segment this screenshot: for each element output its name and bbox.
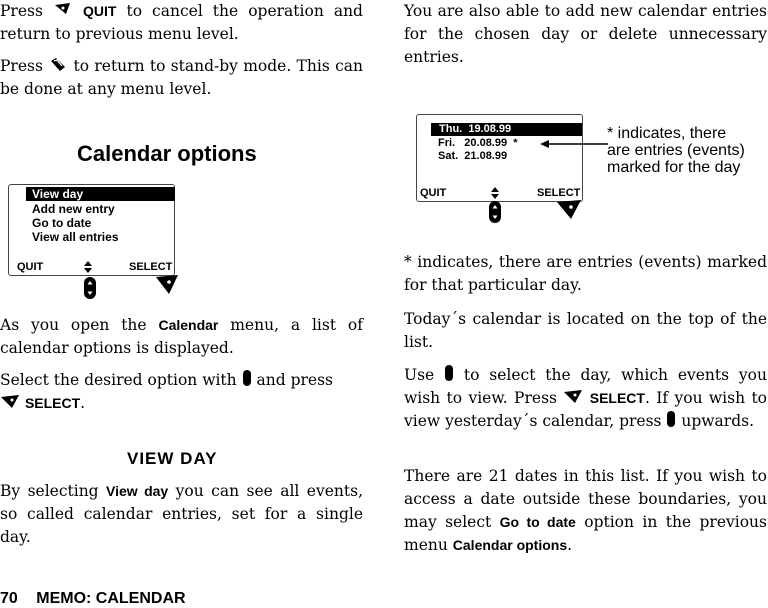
page-number: 70 xyxy=(0,590,18,607)
asterisk-paragraph: * indicates, there are entries (events) marked for that particular day. xyxy=(404,253,767,294)
callout-text: * indicates, there are entries (events) marked for the day xyxy=(607,125,745,176)
view-day-screen xyxy=(416,114,583,202)
quit-softkey-label: QUIT xyxy=(420,187,447,199)
date-range-paragraph: There are 21 dates in this list. If you wish to access a date outside these boundaries, you may select Go to date option in the previous menu Calendar options. xyxy=(404,467,767,554)
day-row-thu[interactable]: Thu. 19.08.99 xyxy=(431,123,582,136)
view-day-heading: VIEW DAY xyxy=(127,449,218,468)
today-paragraph: Today´s calendar is located on the top of the list. xyxy=(404,310,767,351)
end-key-icon xyxy=(48,57,68,73)
calendar-menu-paragraph: As you open the Calendar menu, a list of calendar options is displayed. xyxy=(0,316,363,357)
select-key-icon xyxy=(0,394,20,410)
quit-softkey-label: QUIT xyxy=(17,261,44,273)
scroll-key-icon xyxy=(666,410,676,428)
scroll-key-icon[interactable] xyxy=(83,276,97,300)
page-footer xyxy=(0,590,186,608)
select-key-icon[interactable] xyxy=(556,199,582,221)
menu-item-go-to-date[interactable]: Go to date xyxy=(32,216,92,230)
scroll-arrows-icon xyxy=(84,261,92,273)
select-key-icon xyxy=(563,389,583,405)
select-softkey-label: SELECT xyxy=(129,261,173,273)
end-key-instruction: Press to return to stand-by mode. This can be done at any menu level. xyxy=(0,57,363,98)
menu-item-add-new-entry[interactable]: Add new entry xyxy=(32,202,115,216)
section-title: MEMO: CALENDAR xyxy=(36,590,186,607)
menu-item-view-day[interactable]: View day xyxy=(26,187,175,201)
select-softkey-label: SELECT xyxy=(537,187,581,199)
scroll-key-icon xyxy=(242,369,252,387)
select-day-paragraph: Use to select the day, which events you wish to view. Press SELECT. If you wish to view yesterday´s calendar, press upwards. xyxy=(404,366,767,430)
scroll-key-icon[interactable] xyxy=(488,200,502,224)
scroll-arrows-icon xyxy=(491,187,499,199)
scroll-key-icon xyxy=(444,364,454,382)
page-title: Calendar options xyxy=(77,141,257,166)
quit-key-icon xyxy=(53,2,73,18)
day-row-sat[interactable]: Sat. 21.08.99 xyxy=(438,150,508,162)
quit-instruction: Press QUIT to cancel the operation and return to previous menu level. xyxy=(0,2,363,43)
select-option-paragraph: Select the desired option with and press SELECT. xyxy=(0,371,333,412)
menu-item-view-all-entries[interactable]: View all entries xyxy=(32,230,119,244)
view-day-paragraph: By selecting View day you can see all events, so called calendar entries, set for a single day. xyxy=(0,482,363,546)
callout-arrow xyxy=(540,136,610,152)
calendar-options-screen xyxy=(8,184,175,276)
add-entries-paragraph: You are also able to add new calendar entries for the chosen day or delete unnecessary entries. xyxy=(404,2,767,66)
day-row-fri[interactable]: Fri. 20.08.99 * xyxy=(438,137,518,149)
select-key-icon[interactable] xyxy=(155,274,179,296)
